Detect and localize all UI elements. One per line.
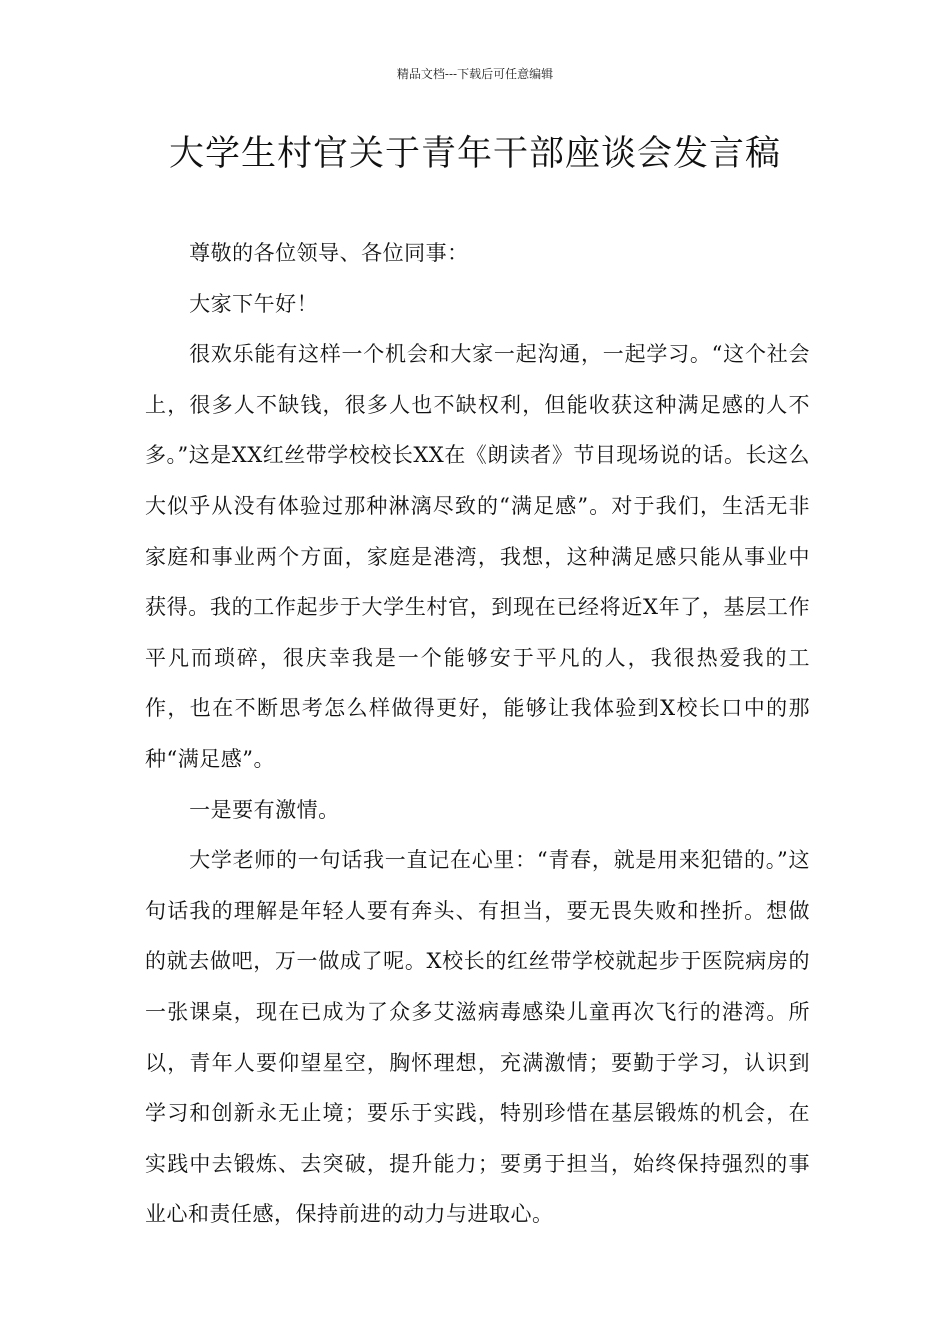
paragraph-greeting: 大家下午好！ xyxy=(189,291,319,316)
paragraph-intro: 很欢乐能有这样一个机会和大家一起沟通，一起学习。“这个社会上，很多人不缺钱，很多人也不缺权利，但能收获这种满足感的人不多。”这是XX红丝带学校校长XX在《朗读者》节目现场说的话。长这么大似乎从没有体验过那种淋漓尽致的“满足感”。对于我们，生活无非家庭和事业两个方面，家庭是港湾，我想，这种满足感只能从事业中获得。我的工作起步于大学生村官，到现在已经将近X年了，基层工作平凡而琐碎，很庆幸我是一个能够安于平凡的人，我很热爱我的工作，也在不断思考怎么样做得更好，能够让我体验到X校长口中的那种“满足感”。 xyxy=(145,342,810,771)
paragraph-point-one-body: 大学老师的一句话我一直记在心里：“青春，就是用来犯错的。”这句话我的理解是年轻人要有奔头、有担当，要无畏失败和挫折。想做的就去做吧，万一做成了呢。X校长的红丝带学校就起步于医院病房的一张课桌，现在已成为了众多艾滋病毒感染儿童再次飞行的港湾。所以，青年人要仰望星空，胸怀理想，充满激情；要勤于学习，认识到学习和创新永无止境；要乐于实践，特别珍惜在基层锻炼的机会，在实践中去锻炼、去突破，提升能力；要勇于担当，始终保持强烈的事业心和责任感，保持前进的动力与进取心。 xyxy=(145,848,810,1227)
page-header: 精品文档---下载后可任意编辑 xyxy=(396,67,554,81)
paragraph-point-one-heading: 一是要有激情。 xyxy=(189,797,340,822)
document-title: 大学生村官关于青年干部座谈会发言稿 xyxy=(168,134,781,174)
paragraph-salutation: 尊敬的各位领导、各位同事： xyxy=(189,241,469,265)
document-body xyxy=(145,228,810,1240)
